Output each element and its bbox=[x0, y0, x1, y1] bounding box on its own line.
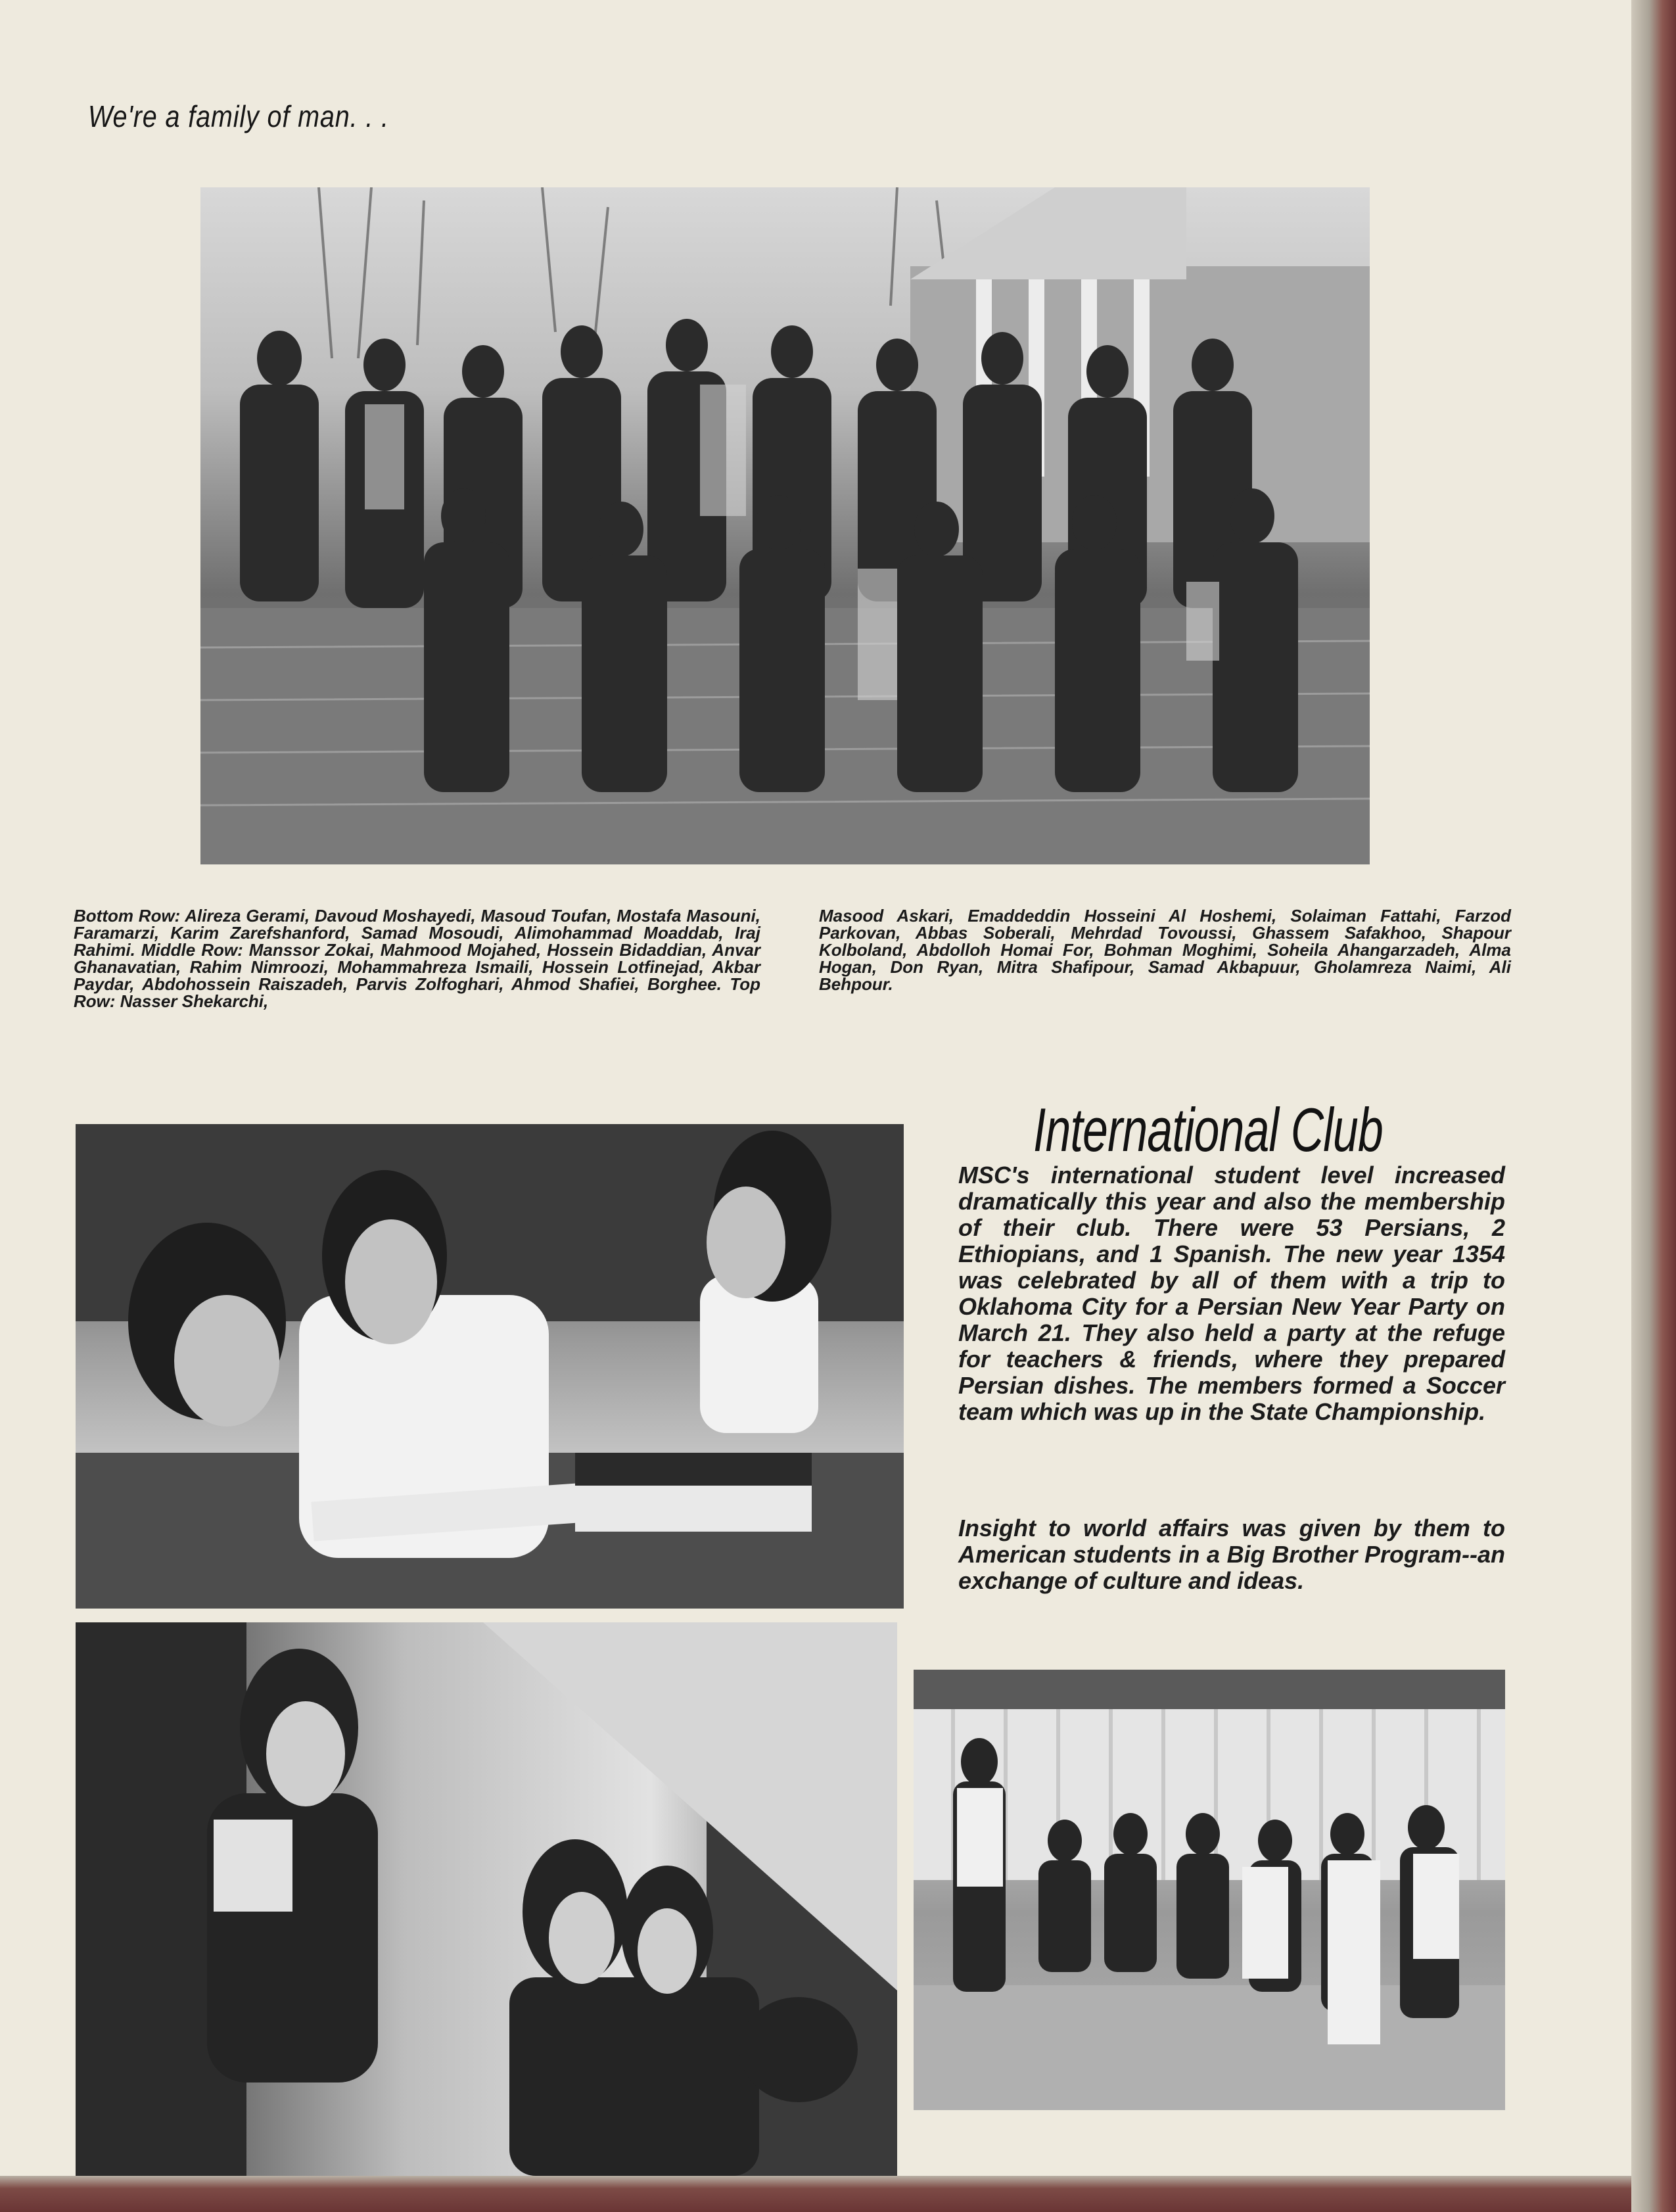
book-spine bbox=[1631, 0, 1676, 2212]
group-caption-left: Bottom Row: Alireza Gerami, Davoud Moshayedi, Masoud Toufan, Mostafa Masouni, Faramarzi, Karim Zarefshanford, Samad Mosoudi, Alimohammad Moaddab, Iraj Rahimi. Middle Row: Manssor Zokai, Mahmood Mojahed, Hossein Bidaddian, Anvar Ghanavatian, Rahim Nimroozi, Mohammahreza Ismaili, Hossein Lotfinejad, Akbar Paydar, Abdohossein Raiszadeh, Parvis Zolfoghari, Ahmod Shafiei, Borghee. Top Row: Nasser Shekarchi, bbox=[74, 906, 760, 1011]
page-tagline: We're a family of man. . . bbox=[88, 99, 389, 133]
book-bottom-edge bbox=[0, 2176, 1631, 2212]
article-paragraph-2: Insight to world affairs was given by them to American students in a Big Brother Program--an exchange of culture and ideas. bbox=[958, 1515, 1505, 1594]
article-paragraph-1: MSC's international student level increased dramatically this year and also the membership of their club. There were 53 Persians, 2 Ethiopians, and 1 Spanish. The new year 1354 was celebrated by all of them with a trip to Oklahoma City for a Persian New Year Party on March 21. They also held a party at the refuge for teachers & friends, where they prepared Persian dishes. The members formed a Soccer team which was up in the State Championship. bbox=[958, 1162, 1505, 1425]
group-caption-right: Masood Askari, Emaddeddin Hosseini Al Hoshemi, Solaiman Fattahi, Farzod Parkovan, Abbas Soberali, Mehrdad Tovoussi, Ghassem Safakhoo, Shapour Kolboland, Abdolloh Homai For, Bohman Moghimi, Soheila Ahangarzadeh, Alma Hogan, Don Ryan, Mitra Shafipour, Samad Akbapuur, Gholamreza Naimi, Ali Behpour. bbox=[819, 906, 1511, 994]
group-photo bbox=[200, 187, 1370, 864]
audience-photo bbox=[76, 1622, 897, 2176]
students-studying-photo bbox=[76, 1124, 904, 1609]
seated-guests-photo bbox=[914, 1670, 1505, 2110]
article-title: International Club bbox=[1033, 1095, 1383, 1164]
